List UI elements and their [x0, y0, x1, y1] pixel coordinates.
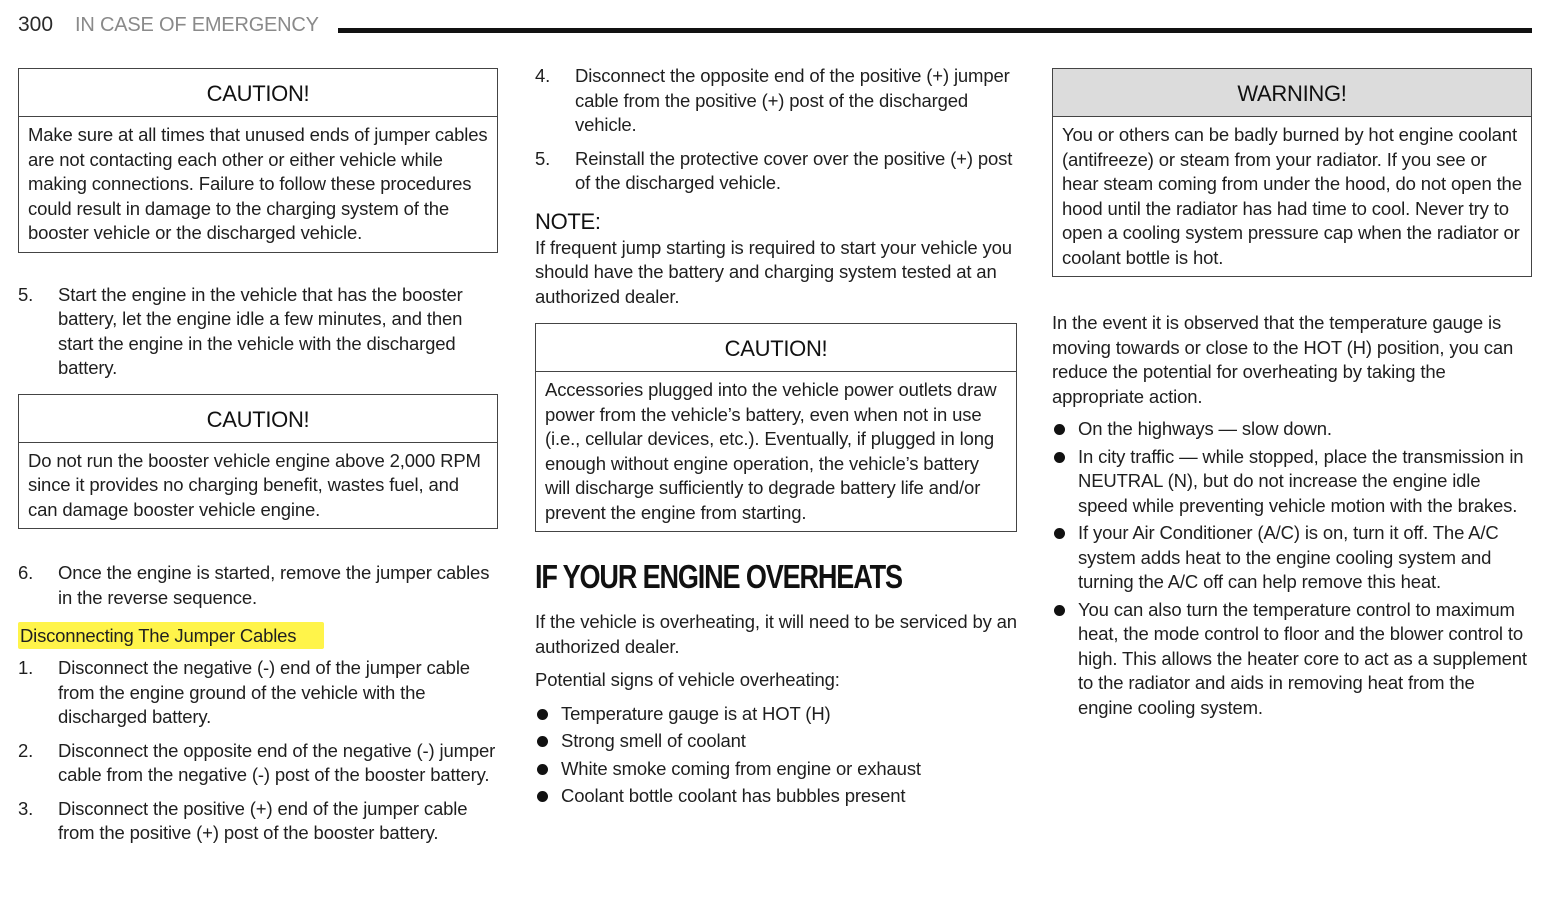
note-title: NOTE:	[535, 208, 601, 234]
list-item: Strong smell of coolant	[535, 729, 1017, 754]
page-header	[18, 10, 1532, 40]
step-number: 5.	[535, 147, 551, 169]
step-text: Disconnect the negative (-) end of the jumper cable from the engine ground of the vehicle with the discharged battery.	[58, 657, 470, 727]
step-item	[18, 797, 498, 846]
note-body: If frequent jump starting is required to start your vehicle you should have the battery and charging system tested at an authorized dealer.	[535, 236, 1012, 307]
step-text: Reinstall the protective cover over the positive (+) post of the discharged vehicle.	[575, 147, 1013, 193]
subheading-disconnecting: Disconnecting The Jumper Cables	[18, 622, 324, 649]
warning-title: WARNING!	[1053, 69, 1531, 117]
caution-body: Make sure at all times that unused ends of jumper cables are not contacting each other or either vehicle while making connections. Failure to follow these procedures could result in damage to the charging system of the booster vehicle or the discharged vehicle.	[28, 124, 488, 243]
caution-box-accessories	[535, 323, 1017, 532]
step-text: Disconnect the opposite end of the negative (-) jumper cable from the negative (-) post of the booster battery.	[58, 739, 496, 785]
overheat-intro: If the vehicle is overheating, it will need to be serviced by an authorized dealer.	[535, 611, 1017, 657]
page-number: 300	[18, 13, 54, 36]
caution-title: CAUTION!	[536, 324, 1016, 372]
list-item: In city traffic — while stopped, place the transmission in NEUTRAL (N), but do not increase the engine idle speed while preventing vehicle motion with the brakes.	[1052, 445, 1532, 519]
step-number: 1.	[18, 657, 34, 678]
caution-title: CAUTION!	[19, 69, 497, 117]
list-item: Coolant bottle coolant has bubbles present	[535, 784, 1017, 809]
column-3	[1052, 60, 1532, 720]
step-text: Start the engine in the vehicle that has the booster battery, let the engine idle a few minutes, and then start the engine in the vehicle with the discharged battery.	[58, 283, 463, 378]
step-item	[18, 561, 498, 610]
signs-intro: Potential signs of vehicle overheating:	[535, 669, 840, 690]
list-item: If your Air Conditioner (A/C) is on, turn it off. The A/C system adds heat to the engine cooling system and turning the A/C off can help remove this heat.	[1052, 521, 1532, 595]
step-number: 2.	[18, 739, 34, 761]
warning-box	[1052, 68, 1532, 277]
caution-title: CAUTION!	[19, 395, 497, 443]
step-item	[18, 283, 498, 381]
caution-body: Accessories plugged into the vehicle power outlets draw power from the vehicle’s battery, even when not in use (i.e., cellular devices, etc.). Eventually, if plugged in long enough without engine operation, the vehicle’s battery will discharge sufficiently to degrade battery life and/or prevent the engine from starting.	[545, 379, 997, 523]
step-text: Disconnect the opposite end of the positive (+) jumper cable from the positive (+) post of the discharged vehicle.	[575, 65, 1010, 135]
step-number: 4.	[535, 65, 551, 86]
list-item: White smoke coming from engine or exhaust	[535, 757, 1017, 782]
step-number: 6.	[18, 562, 34, 583]
caution-box-jumper-ends	[18, 68, 498, 253]
step-number: 5.	[18, 283, 34, 305]
step-item	[535, 64, 1017, 138]
header-rule	[338, 28, 1532, 33]
step-item	[535, 147, 1017, 196]
list-item: On the highways — slow down.	[1052, 417, 1532, 442]
step-text: Once the engine is started, remove the jumper cables in the reverse sequence.	[58, 562, 490, 608]
subheading-wrapper	[18, 622, 498, 649]
caution-box-rpm	[18, 394, 498, 530]
warning-body: You or others can be badly burned by hot engine coolant (antifreeze) or steam from your radiator. If you see or hear steam coming from under the hood, do not open the hood until the radiator has had time to cool. Never try to open a cooling system pressure cap when the radiator or coolant bottle is hot.	[1062, 124, 1522, 268]
step-item	[18, 739, 498, 788]
list-item: You can also turn the temperature control to maximum heat, the mode control to floor and the blower control to high. This allows the heater core to act as a supplement to the radiator and aids in removing heat from the engine cooling system.	[1052, 598, 1532, 721]
column-2	[535, 60, 1017, 809]
step-text: Disconnect the positive (+) end of the jumper cable from the positive (+) post of the booster battery.	[58, 797, 468, 843]
disconnect-steps	[18, 656, 498, 846]
column-1	[18, 60, 498, 846]
step-item	[18, 656, 498, 730]
overheat-action-intro: In the event it is observed that the temperature gauge is moving towards or close to the HOT (H) position, you can reduce the potential for overheating by taking the appropriate action.	[1052, 312, 1514, 407]
overheat-signs-list	[535, 702, 1017, 809]
step-number: 3.	[18, 797, 34, 819]
overheat-actions-list	[1052, 417, 1532, 720]
section-name: IN CASE OF EMERGENCY	[75, 14, 319, 36]
section-heading-overheats: IF YOUR ENGINE OVERHEATS	[535, 558, 902, 595]
list-item: Temperature gauge is at HOT (H)	[535, 702, 1017, 727]
caution-body: Do not run the booster vehicle engine above 2,000 RPM since it provides no charging benefit, wastes fuel, and can damage booster vehicle engine.	[28, 449, 481, 520]
